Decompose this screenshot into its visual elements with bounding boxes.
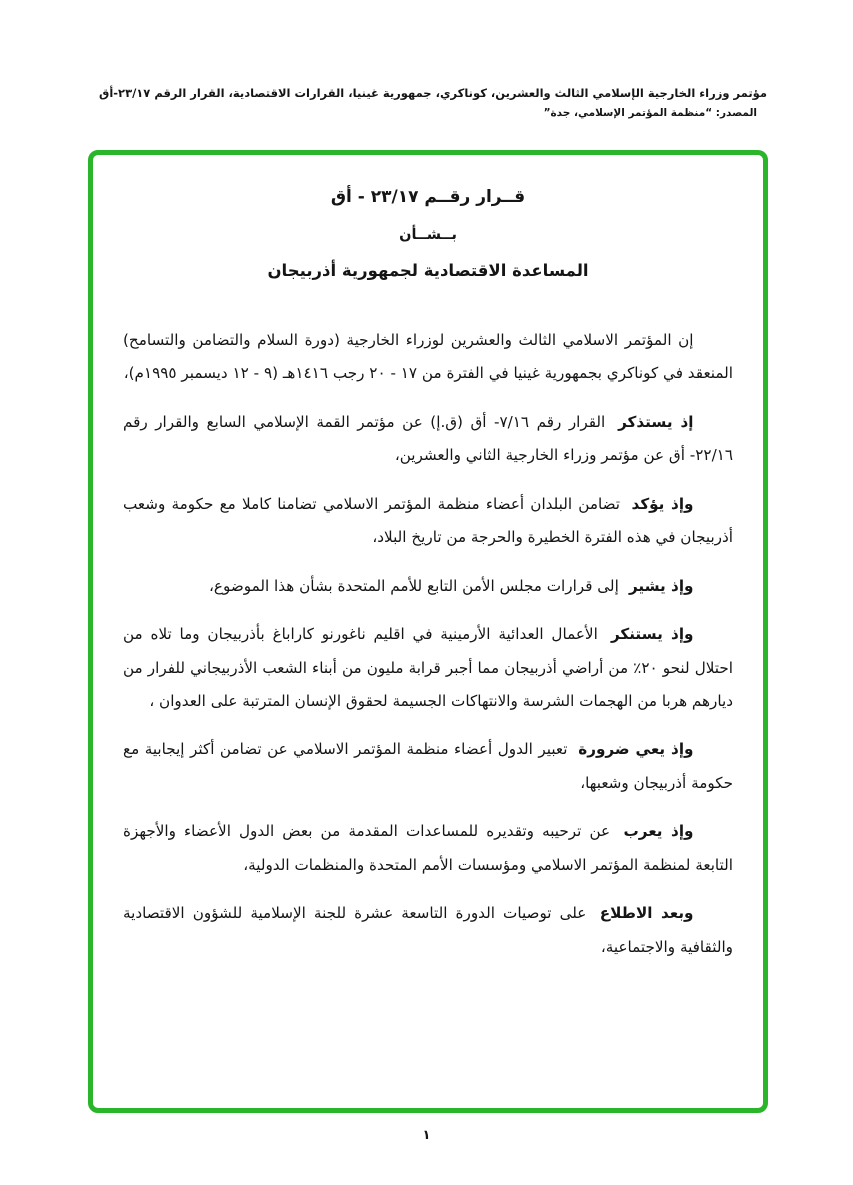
document-header: [60, 84, 767, 119]
header-citation: مؤتمر وزراء الخارجية الإسلامي الثالث والعشرين، كوناكري، جمهورية غينيا، القرارات الاقتصادية، القرار الرقم ٢٣/١٧-أق: [99, 86, 767, 100]
paragraph-text: على توصيات الدورة التاسعة عشرة للجنة الإسلامية للشؤون الاقتصادية والثقافية والاجتماعية،: [123, 904, 733, 956]
paragraph-text: إن المؤتمر الاسلامي الثالث والعشرين لوزراء الخارجية (دورة السلام والتضامن والتسامح) المنعقد في كوناكري بجمهورية غينيا في الفترة من ١٧ - ٢٠ رجب ١٤١٦هـ (٩ - ١٢ ديسمبر ١٩٩٥م)،: [123, 331, 733, 383]
paragraph-condemning: [123, 618, 733, 718]
paragraph-text: القرار رقم ٧/١٦- أق (ق.إ) عن مؤتمر القمة الإسلامي السابع والقرار رقم ٢٢/١٦- أق عن مؤتمر وزراء الخارجية الثاني والعشرين،: [123, 412, 733, 465]
paragraph-expressing: [123, 815, 733, 882]
paragraph-lead: وإذ يستنكر: [610, 625, 694, 644]
resolution-subject: المساعدة الاقتصادية لجمهورية أذربيجان: [267, 261, 589, 280]
paragraph-lead: وإذ يشير: [628, 576, 694, 595]
paragraph-text: تعبير الدول أعضاء منظمة المؤتمر الاسلامي عن تضامن أكثر إيجابية مع حكومة أذربيجان وشعبها،: [123, 740, 733, 792]
paragraph-recalling: [123, 406, 733, 473]
paragraph-lead: وإذ يؤكد: [631, 494, 694, 513]
header-source: المصدر: “منظمة المؤتمر الإسلامي، جدة”: [543, 107, 757, 120]
resolution-title: قــرار رقــم ٢٣/١٧ - أق: [330, 187, 526, 207]
paragraph-referring: [123, 570, 733, 603]
paragraph-text: الأعمال العدائية الأرمينية في اقليم ناغورنو كاراباغ بأذربيجان وما تلاه من احتلال لنحو ٢٠٪ من أراضي أذربيجان مما أجبر قرابة مليون من أبناء الشعب الأذربيجاني للفرار من ديارهم هربا من الهجمات الشرسة والانتهاكات الجسيمة لحقوق الإنسان المترتبة على العدوان ،: [123, 625, 733, 710]
resolution-subtitle: بــشــأن: [399, 227, 457, 243]
paragraph-affirming: [123, 488, 733, 555]
resolution-frame: [88, 150, 768, 1113]
paragraph-having-reviewed: [123, 897, 733, 964]
paragraph-lead: وإذ يعي ضرورة: [578, 740, 694, 759]
page-footer: [0, 1128, 853, 1143]
resolution-body: [123, 324, 733, 964]
paragraph-lead: وبعد الاطلاع: [599, 904, 694, 923]
paragraph-aware: [123, 733, 733, 800]
paragraph-preamble: [123, 324, 733, 391]
paragraph-text: عن ترحيبه وتقديره للمساعدات المقدمة من بعض الدول الأعضاء والأجهزة التابعة لمنظمة المؤتمر الاسلامي ومؤسسات الأمم المتحدة والمنظمات الدولية،: [123, 822, 733, 874]
paragraph-text: إلى قرارات مجلس الأمن التابع للأمم المتحدة بشأن هذا الموضوع،: [209, 576, 619, 595]
paragraph-lead: وإذ يعرب: [623, 822, 694, 841]
page-number: ١: [422, 1128, 431, 1143]
paragraph-text: تضامن البلدان أعضاء منظمة المؤتمر الاسلامي تضامنا كاملا مع حكومة وشعب أذربيجان في هذه الفترة الخطيرة والحرجة من تاريخ البلاد،: [123, 494, 733, 547]
paragraph-lead: إذ يستذكر: [618, 412, 694, 431]
